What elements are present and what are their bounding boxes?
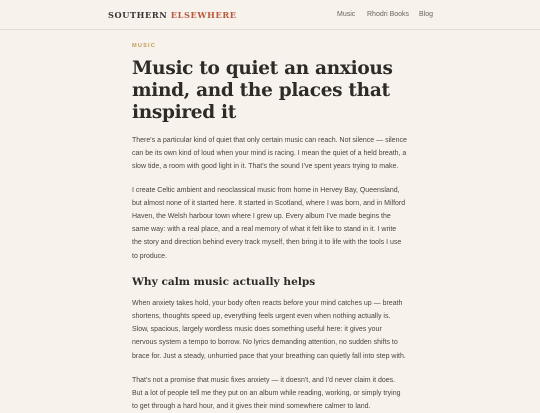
article-title: Music to quiet an anxious mind, and the places that inspired it <box>132 58 393 123</box>
brand-name-first: SOUTHERN <box>108 10 168 20</box>
section-heading: Why calm music actually helps <box>132 275 316 288</box>
category-label[interactable]: MUSIC <box>132 43 157 49</box>
article-body <box>132 34 407 413</box>
site-header <box>0 0 540 30</box>
brand-name-second: ELSEWHERE <box>170 10 237 20</box>
article-paragraph: There's a particular kind of quiet that only certain music can reach. Not silence — silence can be its own kind of loud when your mind is racing. I mean the quiet of a held breath, a slow tide, a room with good light in it. That's the sound I've spent years trying to make. <box>132 137 407 171</box>
nav-link-music[interactable]: Music <box>337 11 356 18</box>
article-paragraph: That's not a promise that music fixes anxiety — it doesn't, and I'd never claim it does. But a lot of people tell me they put on an album while reading, working, or simply trying to get through a hard hour, and it gives their mind somewhere calmer to land. <box>132 376 401 411</box>
article-paragraph: When anxiety takes hold, your body often reacts before your mind catches up — breath shortens, thoughts speed up, everything feels urgent even when nothing actually is. Slow, spacious, largely wordless music does something useful here: it gives your nervous system a tempo to borrow. No lyrics demanding attention, no sudden shifts to brace for. Just a steady, unhurried pace that your breathing can quietly fall into step with. <box>132 299 406 360</box>
article-paragraph: I create Celtic ambient and neoclassical music from home in Hervey Bay, Queensland, but almost none of it started here. It started in Scotland, where I was born, and in Milford Haven, the Welsh harbour town where I grew up. Every album I've made begins the same way: with a real place, and a real memory of what it felt like to stand in it. I write the story and direction behind every track myself, then bring it to life with the tools I use to produce. <box>132 186 406 260</box>
site-logo-link[interactable] <box>108 10 237 20</box>
nav-link-blog[interactable]: Blog <box>419 11 434 18</box>
nav-link-rhodri-books[interactable]: Rhodri Books <box>367 11 410 18</box>
